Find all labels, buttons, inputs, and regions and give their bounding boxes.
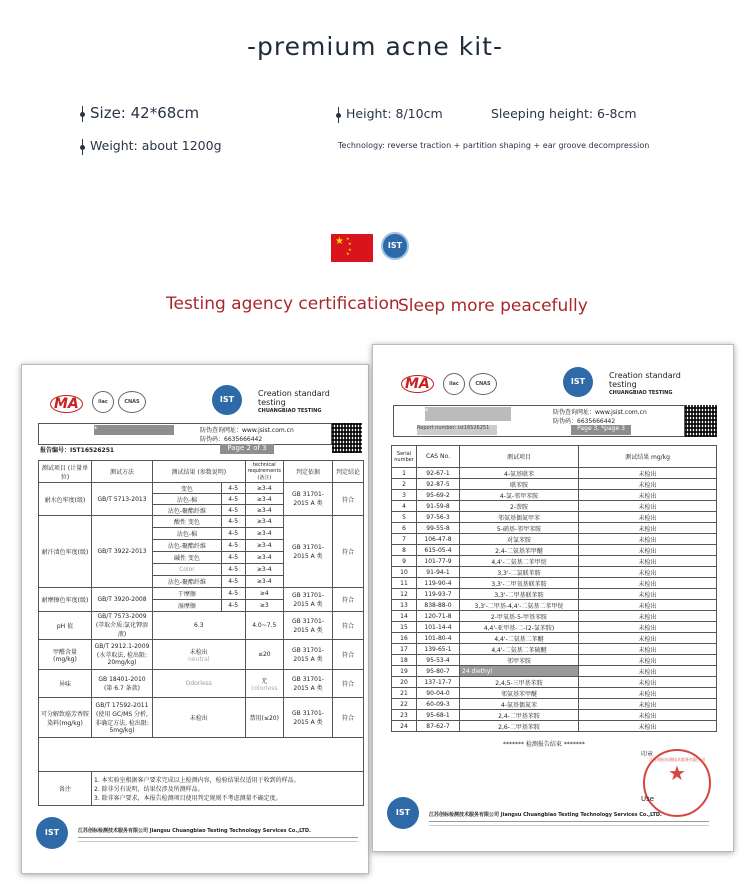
table-cell: 97-56-3 [417,512,460,523]
table-cell: 106-47-8 [417,534,460,545]
table-row [392,578,717,589]
table-cell: 21 [392,688,417,699]
col-basis: 判定依据 [284,461,333,483]
table-cell: 符合 [333,612,364,640]
table-cell: 2-甲氧基-5-甲基苯胺 [460,611,579,622]
table-cell: 邻氨基苯甲醚 [460,688,579,699]
query-code: 防伪码：6635666442 [553,418,616,425]
table-cell: 92-67-1 [417,468,460,479]
table-cell: 耐摩擦色牢度(级) [39,588,92,612]
table-cell: GB 31701-2015 A 类 [284,588,333,612]
table-cell: ≥3-4 [245,528,283,540]
spec-weight-text: Weight: about 1200g [90,138,222,153]
table-cell: 4-5 [221,540,245,552]
table-row [392,490,717,501]
table-cell: 4-5 [221,483,245,494]
table-cell: ≥3-4 [245,516,283,528]
table-cell: 符合 [333,698,364,738]
table-cell: 101-14-4 [417,622,460,633]
table-row [392,523,717,534]
table-cell: 838-88-0 [417,600,460,611]
table-cell: 60-09-3 [417,699,460,710]
table-cell: 未检出 [579,512,717,523]
table-row [392,534,717,545]
spec-technology: Technology: reverse traction + partition shaping + ear groove decompression [338,141,650,150]
table-cell: 3,3'-二甲氧基联苯胺 [460,578,579,589]
table-cell: GB/T 3922-2013 [92,516,153,588]
table-cell: 4,4'-二氨基二苯醚 [460,633,579,644]
table-cell: 未检出 [579,468,717,479]
table-cell: 101-77-9 [417,556,460,567]
table-cell: 3,3'-二甲基联苯胺 [460,589,579,600]
table-cell: 22 [392,699,417,710]
table-cell: Color [153,564,222,576]
table-cell: 未检出 [579,699,717,710]
table-cell: 2,4-二氨基苯甲醚 [460,545,579,556]
cma-logo: MA [50,393,83,412]
table-cell: 2-萘胺 [460,501,579,512]
page-indicator: Page 3, *page 3 [571,425,631,435]
table-cell: 禁用(≤20) [245,698,283,738]
cnas-logo: CNAS [118,391,146,413]
table-cell: 无 colorless [245,670,283,698]
table-cell: 沾色-聚酯纤维 [153,540,222,552]
table-cell: 90-04-0 [417,688,460,699]
table-cell: 未检出 [153,698,246,738]
table-cell: 4-5 [221,505,245,516]
brand-en: Creation standard testing [258,389,330,407]
table-row [392,644,717,655]
table-row [392,633,717,644]
table-cell: 24 diethyl [460,666,579,677]
end-note: ******* 检测报告结束 ******* [503,741,585,748]
caption-right: Sleep more peacefully [398,296,588,316]
table-cell: 邻甲苯胺 [460,655,579,666]
table-cell: 95-53-4 [417,655,460,666]
table-cell: 邻氨基偶氮甲苯 [460,512,579,523]
table-cell: pH 值 [39,612,92,640]
ilac-logo: ilac [92,391,114,413]
table-cell: 4 [392,501,417,512]
bullet-icon [82,139,83,155]
table-cell: ≥3-4 [245,576,283,588]
table-cell: 符合 [333,670,364,698]
table-cell: 92-87-5 [417,479,460,490]
table-cell: 15 [392,622,417,633]
spec-height-text: Height: 8/10cm [346,106,443,121]
table-cell: 未检出 [579,710,717,721]
ist-logo-icon: IST [563,367,593,397]
spec-height [338,106,443,123]
ist-logo-icon: IST [381,232,409,260]
ist-logo-icon: IST [212,385,242,415]
table-row [392,512,717,523]
brand-en: Creation standard testing [609,371,681,389]
table-cell: GB 31701-2015 A 类 [284,516,333,588]
table-cell: ≥3-4 [245,505,283,516]
table-row [392,688,717,699]
table-cell: 未检出 [579,545,717,556]
ist-seal-icon: IST [36,817,68,849]
table-cell: 3 [392,490,417,501]
table-cell: GB 31701-2015 A 类 [284,640,333,670]
table-cell: 8 [392,545,417,556]
col-item: 测试项目 (计量单位) [39,461,92,483]
table-cell: 615-05-4 [417,545,460,556]
table-cell: 6 [392,523,417,534]
table-cell: 4.0~7.5 [245,612,283,640]
table-cell: 13 [392,600,417,611]
table-cell: 符合 [333,516,364,588]
table-cell: 未检出 [579,655,717,666]
table-cell: 2,4,5-三甲基苯胺 [460,677,579,688]
table-cell: ≥3-4 [245,483,283,494]
masked-field: * [94,425,174,435]
table-row [392,567,717,578]
table-cell: 未检出 [579,479,717,490]
stamp-label: 印章 [641,751,654,758]
star-icon: ★ [668,761,686,785]
table-cell: 101-80-4 [417,633,460,644]
table-cell: 2,4-二甲基苯胺 [460,710,579,721]
table-cell: 5-硝基-邻甲苯胺 [460,523,579,534]
table-cell: 4-5 [221,552,245,564]
table-cell: ≥3-4 [245,540,283,552]
table-cell: 未检出 [579,589,717,600]
table-cell: GB/T 5713-2013 [92,483,153,516]
table-cell: ≤20 [245,640,283,670]
caption-left: Testing agency certification [166,294,400,314]
col-result: 测试结果 (参数说明) [153,461,246,483]
col-req: technical requirements (备注) [245,461,283,483]
table-cell: 24 [392,721,417,732]
cma-logo: MA [401,373,434,392]
table-cell: 对氯苯胺 [460,534,579,545]
page-indicator: Page 2 of 3 [220,444,274,454]
ist-seal-icon: IST [387,797,419,829]
table-row [392,545,717,556]
table-cell: 符合 [333,640,364,670]
table-cell: 137-17-7 [417,677,460,688]
footer-company: 江苏创标检测技术服务有限公司 Jiangsu Chuangbiao Testing Technology Services Co.,LTD. [429,812,662,818]
table-cell: GB/T 17592-2011 (使用 GC/MS 分析, 非确定方法, 检出限: 5mg/kg) [92,698,153,738]
table-cell: 未检出 [579,622,717,633]
bullet-icon [338,107,339,123]
table-cell: 1 [392,468,417,479]
result-table-left [38,460,364,806]
ilac-logo: ilac [443,373,465,395]
qr-code [685,405,717,437]
table-cell: GB 31701-2015 A 类 [284,670,333,698]
table-cell: 119-93-7 [417,589,460,600]
col-item: 测试项目 [460,446,579,468]
table-cell: 未检出 [579,556,717,567]
table-cell: 未检出 [579,578,717,589]
table-row [392,655,717,666]
table-cell: 3,3'-二甲基-4,4'-二氨基二苯甲烷 [460,600,579,611]
table-cell: 4-5 [221,528,245,540]
table-cell: 耐汗渍色牢度(级) [39,516,92,588]
table-cell: 95-68-1 [417,710,460,721]
table-cell: 99-55-8 [417,523,460,534]
footer-company: 江苏创标检测技术服务有限公司 Jiangsu Chuangbiao Testing Technology Services Co.,LTD. [78,828,311,834]
masked-field: * [425,407,511,421]
table-cell: GB/T 2912.1-2009 (水萃取法, 检出限: 20mg/kg) [92,640,153,670]
table-cell: 变色 [153,483,222,494]
table-row [392,710,717,721]
table-row [392,611,717,622]
table-cell: 11 [392,578,417,589]
table-cell: 酸性 变色 [153,516,222,528]
table-cell: GB/T 7573-2009 (萃取介质:氯化钾溶液) [92,612,153,640]
result-table-right [391,445,717,732]
query-site: 防伪查询网址：www.jsist.com.cn [553,409,647,416]
table-cell: 19 [392,666,417,677]
table-cell: 4-5 [221,576,245,588]
table-row [392,721,717,732]
table-cell: 120-71-8 [417,611,460,622]
table-cell: 联苯胺 [460,479,579,490]
table-cell: 20 [392,677,417,688]
table-cell: 17 [392,644,417,655]
stamp-text: 江苏创标检测技术服务有限公司 [649,757,705,762]
china-flag-icon: ★ ★ ★ ★ ★ [331,234,373,262]
table-cell: 沾色-棉 [153,528,222,540]
table-row [392,600,717,611]
table-cell: 沾色-聚酯纤维 [153,576,222,588]
table-cell: 符合 [333,588,364,612]
table-cell: ≥3-4 [245,494,283,505]
col-serial: Serial number [392,446,417,468]
table-cell: 139-65-1 [417,644,460,655]
table-cell: GB 31701-2015 A 类 [284,698,333,738]
page-title: -premium acne kit- [247,32,503,61]
cnas-logo: CNAS [469,373,497,395]
table-cell: 4,4'-亚甲基-二-(2-氯苯胺) [460,622,579,633]
table-cell: 未检出 [579,677,717,688]
table-cell: ≥3-4 [245,552,283,564]
col-method: 测试方法 [92,461,153,483]
spec-size-text: Size: 42*68cm [90,104,200,122]
table-cell [39,738,364,772]
query-site: 防伪查询网址：www.jsist.com.cn [200,427,294,434]
table-cell: 10 [392,567,417,578]
table-row [392,589,717,600]
qr-code [332,423,362,453]
table-cell: 未检出 neutral [153,640,246,670]
table-cell: 4-氨基联苯 [460,468,579,479]
table-cell: 91-94-1 [417,567,460,578]
table-cell: 6.3 [153,612,246,640]
table-cell: 未检出 [579,633,717,644]
table-row [392,677,717,688]
table-cell: 12 [392,589,417,600]
table-row [392,556,717,567]
table-cell: 4-5 [221,588,245,600]
table-row [392,468,717,479]
table-cell: 9 [392,556,417,567]
table-cell: 14 [392,611,417,622]
table-cell: 3,3'-二氯联苯胺 [460,567,579,578]
table-cell: 95-80-7 [417,666,460,677]
query-code: 防伪码：6635666442 [200,436,263,443]
table-cell: 未检出 [579,666,717,677]
official-stamp [643,749,711,817]
table-cell: 沾色-棉 [153,494,222,505]
table-cell: 干摩擦 [153,588,222,600]
table-row [392,699,717,710]
table-cell: 16 [392,633,417,644]
remarks: 1. 本实验室根据客户要求完成以上检测内容，检验结果仅适用于收到的样品。 2. 除非另有说明，结果仅涉及所测样品。 3. 除非客户要求，本报告检测项目使用判定规则不考虑测量不确定度。 [92,772,364,806]
table-cell: 95-69-2 [417,490,460,501]
col-verdict: 判定结论 [333,461,364,483]
table-cell: 7 [392,534,417,545]
table-row [392,666,717,677]
table-cell: 未检出 [579,490,717,501]
table-cell: 2,6-二甲基苯胺 [460,721,579,732]
remarks-label: 备注 [39,772,92,806]
table-cell: 甲醛含量 (mg/kg) [39,640,92,670]
table-cell: 87-62-7 [417,721,460,732]
table-cell: 4,4'-二氨基二苯硫醚 [460,644,579,655]
table-cell: 18 [392,655,417,666]
table-cell: 未检出 [579,600,717,611]
table-cell: 异味 [39,670,92,698]
brand-cn: CHUANGBIAO TESTING [609,390,673,396]
report-no: 报告编号：IST16526251 [40,447,115,454]
table-cell: GB/T 3920-2008 [92,588,153,612]
col-cas: CAS No. [417,446,460,468]
table-row [392,479,717,490]
table-cell: 91-59-8 [417,501,460,512]
table-cell: 符合 [333,483,364,516]
table-cell: 未检出 [579,644,717,655]
table-cell: 未检出 [579,523,717,534]
table-cell: 2 [392,479,417,490]
table-cell: ≥3 [245,600,283,612]
brand-cn: CHUANGBIAO TESTING [258,408,322,414]
table-cell: 未检出 [579,534,717,545]
spec-sleeping-height: Sleeping height: 6-8cm [491,106,637,121]
table-row [392,622,717,633]
test-report-left [21,364,369,874]
table-cell: 未检出 [579,721,717,732]
table-cell: GB 31701-2015 A 类 [284,483,333,516]
table-cell: GB 18401-2010 (第 6.7 条款) [92,670,153,698]
table-cell: 未检出 [579,501,717,512]
table-cell: 4-5 [221,494,245,505]
bullet-icon [82,106,83,122]
table-cell: 119-90-4 [417,578,460,589]
table-cell: 4-氯-邻甲苯胺 [460,490,579,501]
table-cell: 可分解致癌芳香胺染料(mg/kg) [39,698,92,738]
table-cell: 未检出 [579,567,717,578]
table-cell: 23 [392,710,417,721]
table-cell: 未检出 [579,611,717,622]
table-cell: 碱性 变色 [153,552,222,564]
table-cell: 湿摩擦 [153,600,222,612]
table-cell: 耐水色牢度(级) [39,483,92,516]
table-cell: 4-5 [221,516,245,528]
spec-weight [82,138,222,155]
table-cell: GB 31701-2015 A 类 [284,612,333,640]
test-report-right [372,344,734,852]
table-cell: ≥3-4 [245,564,283,576]
col-result: 测试结果 mg/kg [579,446,717,468]
stamp-use: Use [641,795,655,803]
report-no: Report number: ist16526251 [417,425,497,435]
spec-size [82,104,199,122]
table-cell: Odorless [153,670,246,698]
table-cell: 4-5 [221,600,245,612]
table-cell: 4-氨基偶氮苯 [460,699,579,710]
table-cell: 5 [392,512,417,523]
table-cell: 未检出 [579,688,717,699]
table-cell: ≥4 [245,588,283,600]
table-cell: 沾色-聚酯纤维 [153,505,222,516]
table-row [392,501,717,512]
table-cell: 4,4'-二氨基二苯甲烷 [460,556,579,567]
table-cell: 4-5 [221,564,245,576]
